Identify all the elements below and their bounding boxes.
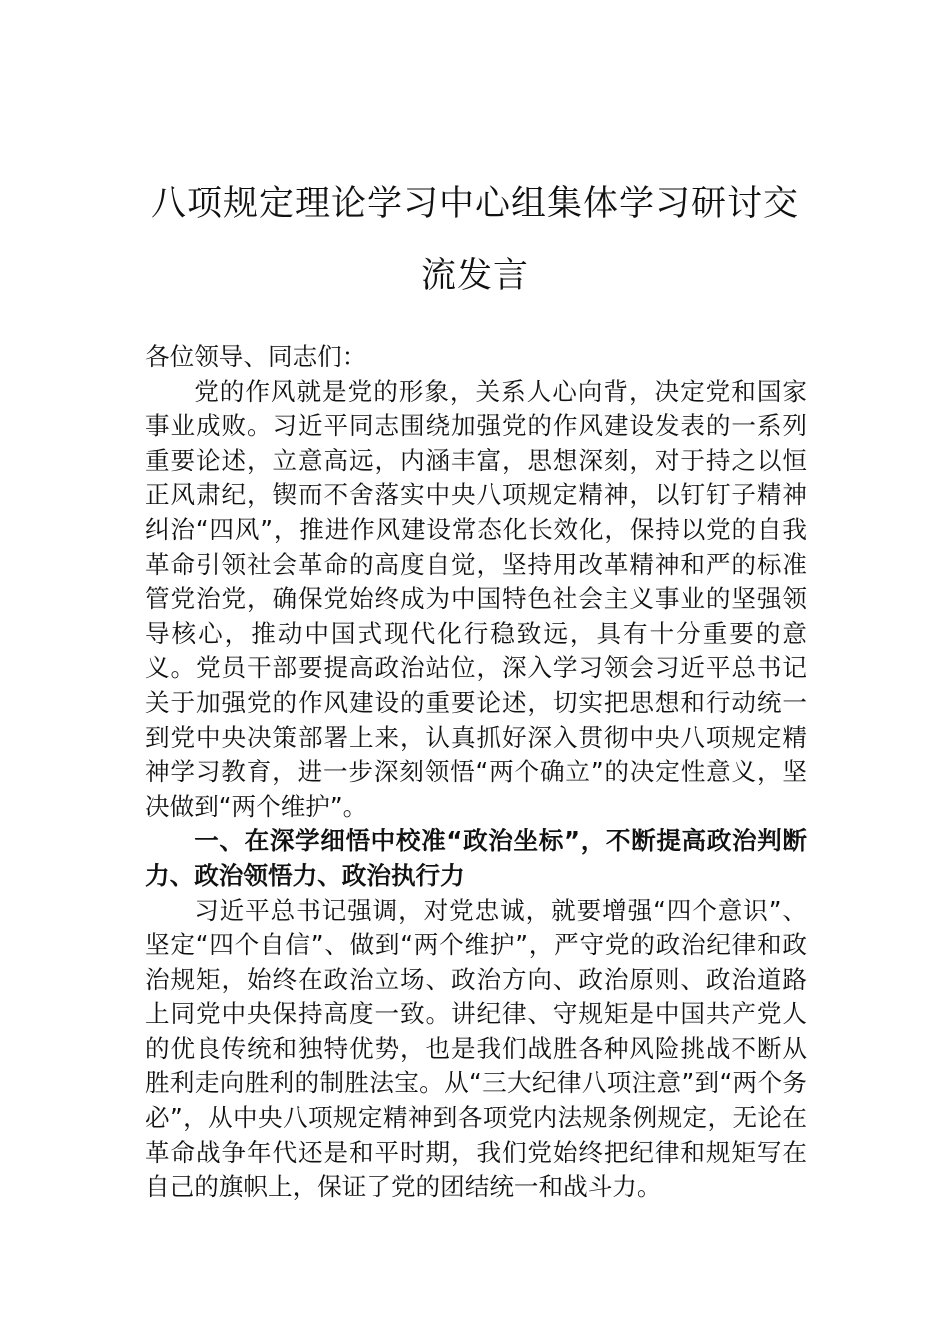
intro-paragraph: 党的作风就是党的形象，关系人心向背，决定党和国家事业成败。习近平同志围绕加强党的作风建设发表的一系列重要论述，立意高远，内涵丰富，思想深刻，对于持之以恒正风肃纪，锲而不舍落实中央八项规定精神，以钉钉子精神纠治“四风”，推进作风建设常态化长效化，保持以党的自我革命引领社会革命的高度自觉，坚持用改革精神和严的标准管党治党，确保党始终成为中国特色社会主义事业的坚强领导核心，推动中国式现代化行稳致远，具有十分重要的意义。党员干部要提高政治站位，深入学习领会习近平总书记关于加强党的作风建设的重要论述，切实把思想和行动统一到党中央决策部署上来，认真抓好深入贯彻中央八项规定精神学习教育，进一步深刻领悟“两个确立”的决定性意义，坚决做到“两个维护”。 xyxy=(145,376,807,821)
document-body xyxy=(145,340,807,1205)
salutation: 各位领导、同志们： xyxy=(145,342,367,371)
section-heading: 一、在深学细悟中校准“政治坐标”，不断提高政治判断力、政治领悟力、政治执行力 xyxy=(145,826,807,890)
section-paragraph: 习近平总书记强调，对党忠诚，就要增强“四个意识”、坚定“四个自信”、做到“两个维护”，严守党的政治纪律和政治规矩，始终在政治立场、政治方向、政治原则、政治道路上同党中央保持高度一致。讲纪律、守规矩是中国共产党人的优良传统和独特优势，也是我们战胜各种风险挑战不断从胜利走向胜利的制胜法宝。从“三大纪律八项注意”到“两个务必”，从中央八项规定精神到各项党内法规条例规定，无论在革命战争年代还是和平时期，我们党始终把纪律和规矩写在自己的旗帜上，保证了党的团结统一和战斗力。 xyxy=(145,895,807,1202)
document-title: 八项规定理论学习中心组集体学习研讨交流发言 xyxy=(150,184,799,296)
